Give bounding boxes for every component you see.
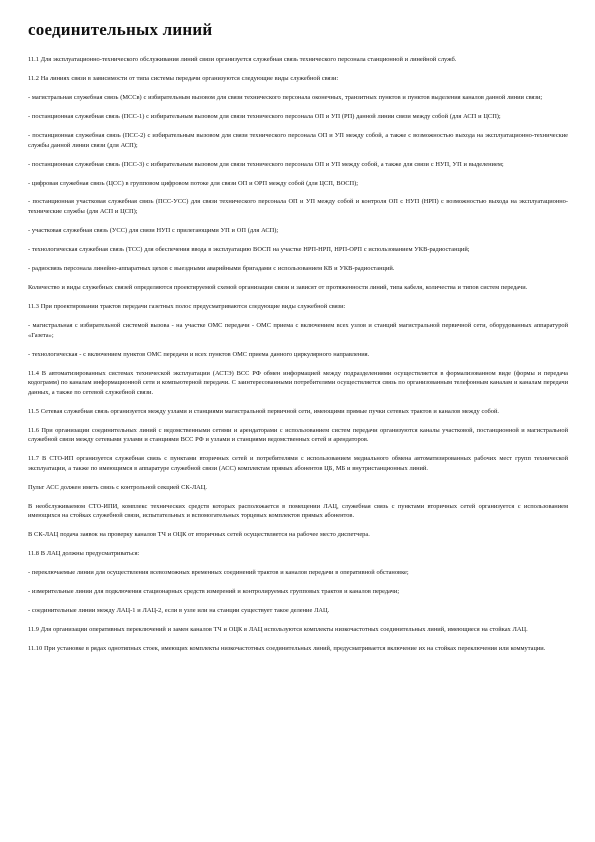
paragraph: - радиосвязь персонала линейно-аппаратных цехов с выездными аварийными бригадами с использованием КВ и УКВ-радиостанций. xyxy=(28,265,395,273)
paragraph: 11.1 Для эксплуатационно-технического обслуживания линий связи организуется служебная связь технического персонала станционной и линейной служб. xyxy=(28,56,457,63)
section-title: соединительных линий xyxy=(28,20,213,39)
document-page xyxy=(28,20,568,663)
paragraph: - измерительные линии для подключения стационарных средств измерений и контролируемых групповых трактов и каналов передачи; xyxy=(28,588,400,596)
paragraph: - технологическая служебная связь (ТСС) для обеспечения ввода в эксплуатацию ВОСП на участке НРП-НРП, НРП-ОРП с использованием УКВ-радиостанций; xyxy=(28,246,470,254)
paragraph: - участковая служебная связь (УСС) для связи НУП с прилегающими УП и ОП (для АСП); xyxy=(28,227,279,235)
paragraph: - постанционная служебная связь (ПСС-1) с избирательным вызовом для связи технического персонала ОП и УП (РП) данной линии связи между собой (для АСП и ЦСП); xyxy=(28,112,501,120)
paragraph: В необслуживаемом СТО-ИПИ, комплекс технических средств которых расположается в помещении ЛАЦ, служебная связь с пунктами вторичных сетей организуется с использованием имеющихся на стойках служебной связи, испытательных и вспомогательных торцевых комплектов прямых абонентов. xyxy=(28,502,568,520)
paragraph: - переключаемые линии для осуществления всевозможных временных соединений трактов и каналов передачи в оперативной обстановке; xyxy=(28,569,409,577)
paragraph: - постанционная служебная связь (ПСС-2) с избирательным вызовом для связи технического персонала ОП и УП между собой, а также с возможностью выхода на эксплуатационно-технические службы данной линии связи (для АСП); xyxy=(28,131,568,149)
paragraph: Пульт АСС должен иметь связь с контрольной секцией СК-ЛАЦ. xyxy=(28,483,207,491)
paragraph: 11.3 При проектировании трактов передачи газетных полос предусматриваются следующие виды служебной связи: xyxy=(28,303,346,310)
paragraph: 11.6 При организации соединительных линий с ведомственными сетями и арендаторами с использованием систем передачи организуются каналы участковой, постанционной и магистральной служебной связи между сетевыми узлами и станциями ВСС РФ и узлами и станциями ведомственных сетей и арендаторов. xyxy=(28,426,568,444)
paragraph: - цифровая служебная связь (ЦСС) в групповом цифровом потоке для связи ОП и ОРП между собой (для ЦСП, ВОСП); xyxy=(28,179,359,187)
paragraph: - постанционная служебная связь (ПСС-3) с избирательным вызовом для связи технического персонала ОП и УП между собой, а также для связи с НУП, УП и выделением; xyxy=(28,160,504,168)
paragraph: 11.4 В автоматизированных системах технической эксплуатации (АСТЭ) ВСС РФ обмен информацией между подразделениями осуществляется в формализованном виде (формы и передача кодограмм) по каналам информационной сети и компьютерной передачи. С заинтересованными потребителями осуществляется связь по организованным телефонным каналам и каналам передачи данных, а также по сетевой служебной связи. xyxy=(28,369,568,396)
paragraph: - магистральная служебная связь (МССв) с избирательным вызовом для связи технического персонала оконечных, транзитных пунктов и пунктов выделения каналов данной линии связи; xyxy=(28,93,543,101)
paragraph: 11.10 При установке в рядах однотипных стоек, имеющих комплекты низкочастотных соединительных линий, предусматривается включение их на стойках переключения или коммутации. xyxy=(28,645,546,653)
paragraph: 11.7 В СТО-ИП организуется служебная связь с пунктами вторичных сетей и потребителями с использованием медиального обмена автоматизированных рабочих мест групп технической эксплуатации, а также по имеющимся в аппаратуре служебной связи (АСС) комплектам прямых абонентов ЦБ, МБ и внутристанционных линий. xyxy=(28,455,568,472)
paragraph: 11.5 Сетевая служебная связь организуется между узлами и станциями магистральной первичной сети, имеющими прямые пучки сетевых трактов и каналов между собой. xyxy=(28,407,499,415)
paragraph: В СК-ЛАЦ подача заявок на проверку каналов ТЧ и ОЦК от вторичных сетей осуществляется на рабочее место диспетчера. xyxy=(28,531,370,539)
paragraph: - магистральная с избирательной системой вызова - на участке ОМС передачи - ОМС приема с включением всех узлов и станций магистральной первичной сети, оборудованных аппаратурой «Газета»; xyxy=(28,321,568,339)
paragraph: 11.9 Для организации оперативных переключений и замен каналов ТЧ и ОЦК в ЛАЦ используются комплекты низкочастотных соединительных линий, имеющиеся на стойках ЛАЦ. xyxy=(28,626,528,634)
paragraph: - соединительные линии между ЛАЦ-1 и ЛАЦ-2, если в узле или на станции существует такое деление ЛАЦ. xyxy=(28,607,330,615)
document-body xyxy=(28,55,568,654)
paragraph: 11.2 На линиях связи в зависимости от типа системы передачи организуются следующие виды служебной связи: xyxy=(28,74,339,82)
paragraph: Количество и виды служебных связей определяются проектируемой схемой организации связи и зависят от протяженности линий, типа кабеля, количества и типов систем передачи. xyxy=(28,284,528,292)
paragraph: 11.8 В ЛАЦ должны предусматриваться: xyxy=(28,550,140,558)
paragraph: - технологическая - с включением пунктов ОМС передачи и всех пунктов ОМС приема данного циркулярного направления. xyxy=(28,350,370,358)
paragraph: - постанционная участковая служебная связь (ПСС-УСС) для связи технического персонала ОП и УП между собой и контроля ОП с НУП (НРП) с возможностью выхода на эксплуатационно-технические службы (для АСП и ЦСП); xyxy=(28,198,568,216)
